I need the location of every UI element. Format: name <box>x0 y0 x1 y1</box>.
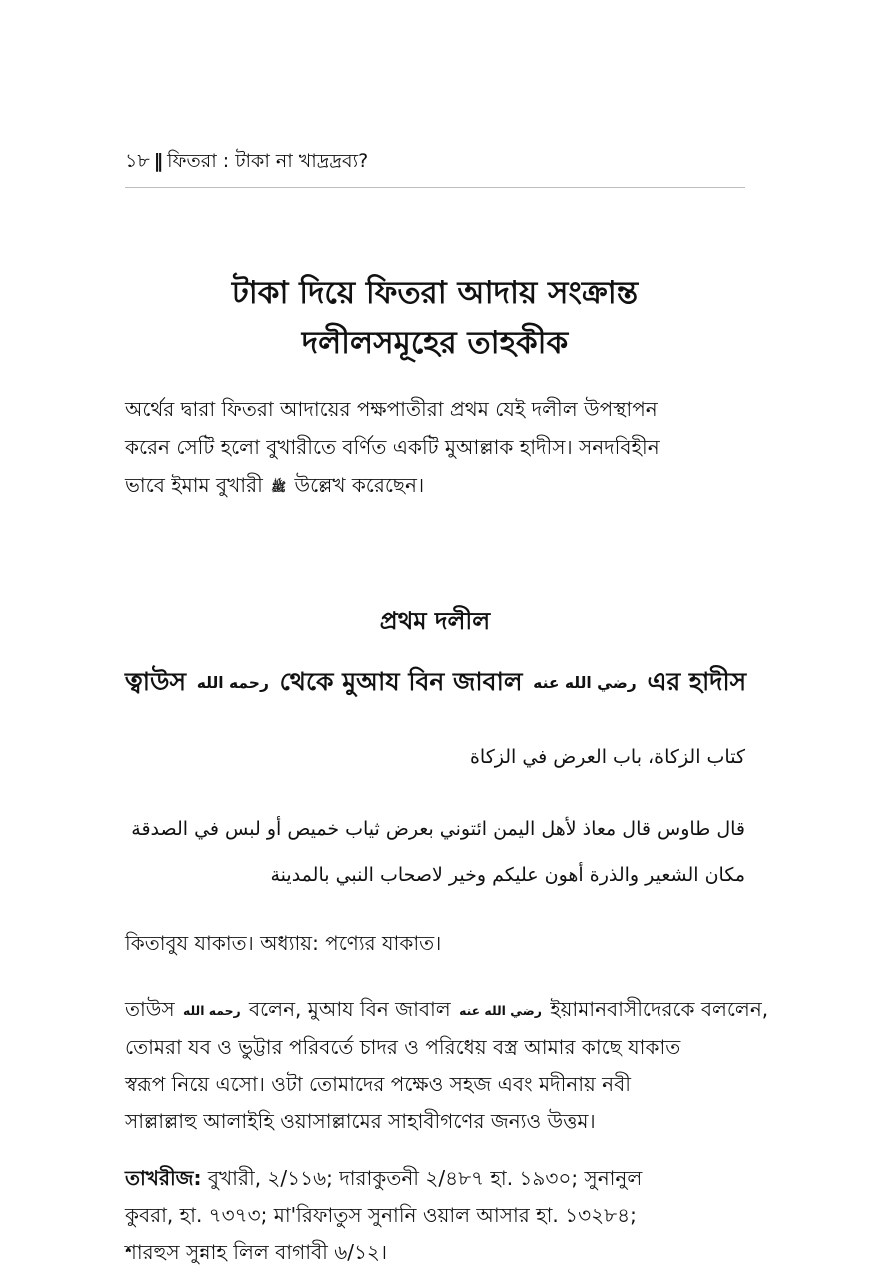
arabic-line-2: مكان الشعير والذرة أهون عليكم وخير لاصحاب النبي بالمدينة <box>270 864 745 886</box>
translation-line-1 <box>125 991 769 1029</box>
kitab-line: কিতাবুয যাকাত। অধ্যায়: পণ্যের যাকাত। <box>125 931 442 955</box>
page-number: ১৮ <box>125 150 150 172</box>
subheading-part-1: ত্বাউস <box>125 667 187 696</box>
honorific-glyph-2: رضي الله عنه <box>533 674 637 692</box>
arabic-chapter-ref-text: كتاب الزكاة، باب العرض في الزكاة <box>469 746 745 768</box>
takhrij-line-1-rest: বুখারী, ২/১১৬; দারাকুতনী ২/৪৮৭ হা. ১৯৩০; সুনানুল <box>207 1166 643 1190</box>
translation-line-1-a: তাউস <box>125 997 175 1021</box>
intro-line-3-after: উল্লেখ করেছেন। <box>294 473 425 497</box>
translation-paragraph <box>125 991 769 1140</box>
document-page <box>125 0 769 1269</box>
translation-line-3: স্বরূপ নিয়ে এসো। ওটা তোমাদের পক্ষেও সহজ এবং মদীনায় নবী <box>125 1072 631 1096</box>
intro-line-3 <box>125 466 745 506</box>
section-heading: প্রথম দলীল <box>379 607 491 635</box>
chapter-title-line-2: দলীলসমূহের তাহকীক <box>301 325 569 361</box>
honorific-glyph: ﷺ <box>271 478 287 494</box>
intro-paragraph <box>125 390 745 506</box>
honorific-glyph-3: رحمه الله <box>182 1003 241 1018</box>
section-subheading <box>125 664 745 701</box>
honorific-glyph-1: رحمه الله <box>196 674 269 692</box>
honorific-glyph-4: رضي الله عنه <box>459 1003 542 1018</box>
takhrij-paragraph <box>125 1160 745 1271</box>
intro-line-1: অর্থের দ্বারা ফিতরা আদায়ের পক্ষপাতীরা প্রথম যেই দলীল উপস্থাপন <box>125 397 658 421</box>
takhrij-label: তাখরীজ: <box>125 1166 202 1190</box>
book-title: ফিতরা : টাকা না খাদ্রদ্রব্য? <box>167 150 369 172</box>
translation-line-1-b: বলেন, মুআয বিন জাবাল <box>249 997 451 1021</box>
takhrij-line-1 <box>125 1160 745 1197</box>
translation-line-2: তোমরা যব ও ভুট্টার পরিবর্তে চাদর ও পরিধেয় বস্ত্র আমার কাছে যাকাত <box>125 1035 681 1059</box>
arabic-chapter-reference <box>125 734 745 780</box>
header-rule <box>125 187 745 188</box>
takhrij-line-2: কুবরা, হা. ৭৩৭৩; মা'রিফাতুস সুনানি ওয়াল আসার হা. ১৩২৮৪; <box>125 1203 637 1227</box>
running-head-separator: ‖ <box>153 150 164 172</box>
intro-line-2: করেন সেটি হলো বুখারীতে বর্ণিত একটি মুআল্লাক হাদীস। সনদবিহীন <box>125 435 660 459</box>
running-head <box>125 147 745 175</box>
translation-line-1-c: ইয়ামানবাসীদেরকে বললেন, <box>550 997 769 1021</box>
chapter-title-line-1: টাকা দিয়ে ফিতরা আদায় সংক্রান্ত <box>231 275 639 311</box>
arabic-line-1: قال طاوس قال معاذ لأهل اليمن ائتوني بعرض ثياب خميص أو لبس في الصدقة <box>131 818 745 840</box>
subheading-part-2: থেকে মুআয বিন জাবাল <box>279 667 523 696</box>
arabic-hadith-text <box>125 806 745 898</box>
intro-line-3-before: ভাবে ইমাম বুখারী <box>125 473 263 497</box>
chapter-title <box>125 268 745 368</box>
subheading-part-3: এর হাদীস <box>647 667 747 696</box>
takhrij-line-3: শারহুস সুন্নাহ লিল বাগাবী ৬/১২। <box>125 1240 388 1264</box>
kitab-reference <box>125 924 745 962</box>
translation-line-4: সাল্লাল্লাহু আলাইহি ওয়াসাল্লামের সাহাবীগণের জন্যও উত্তম। <box>125 1109 596 1133</box>
